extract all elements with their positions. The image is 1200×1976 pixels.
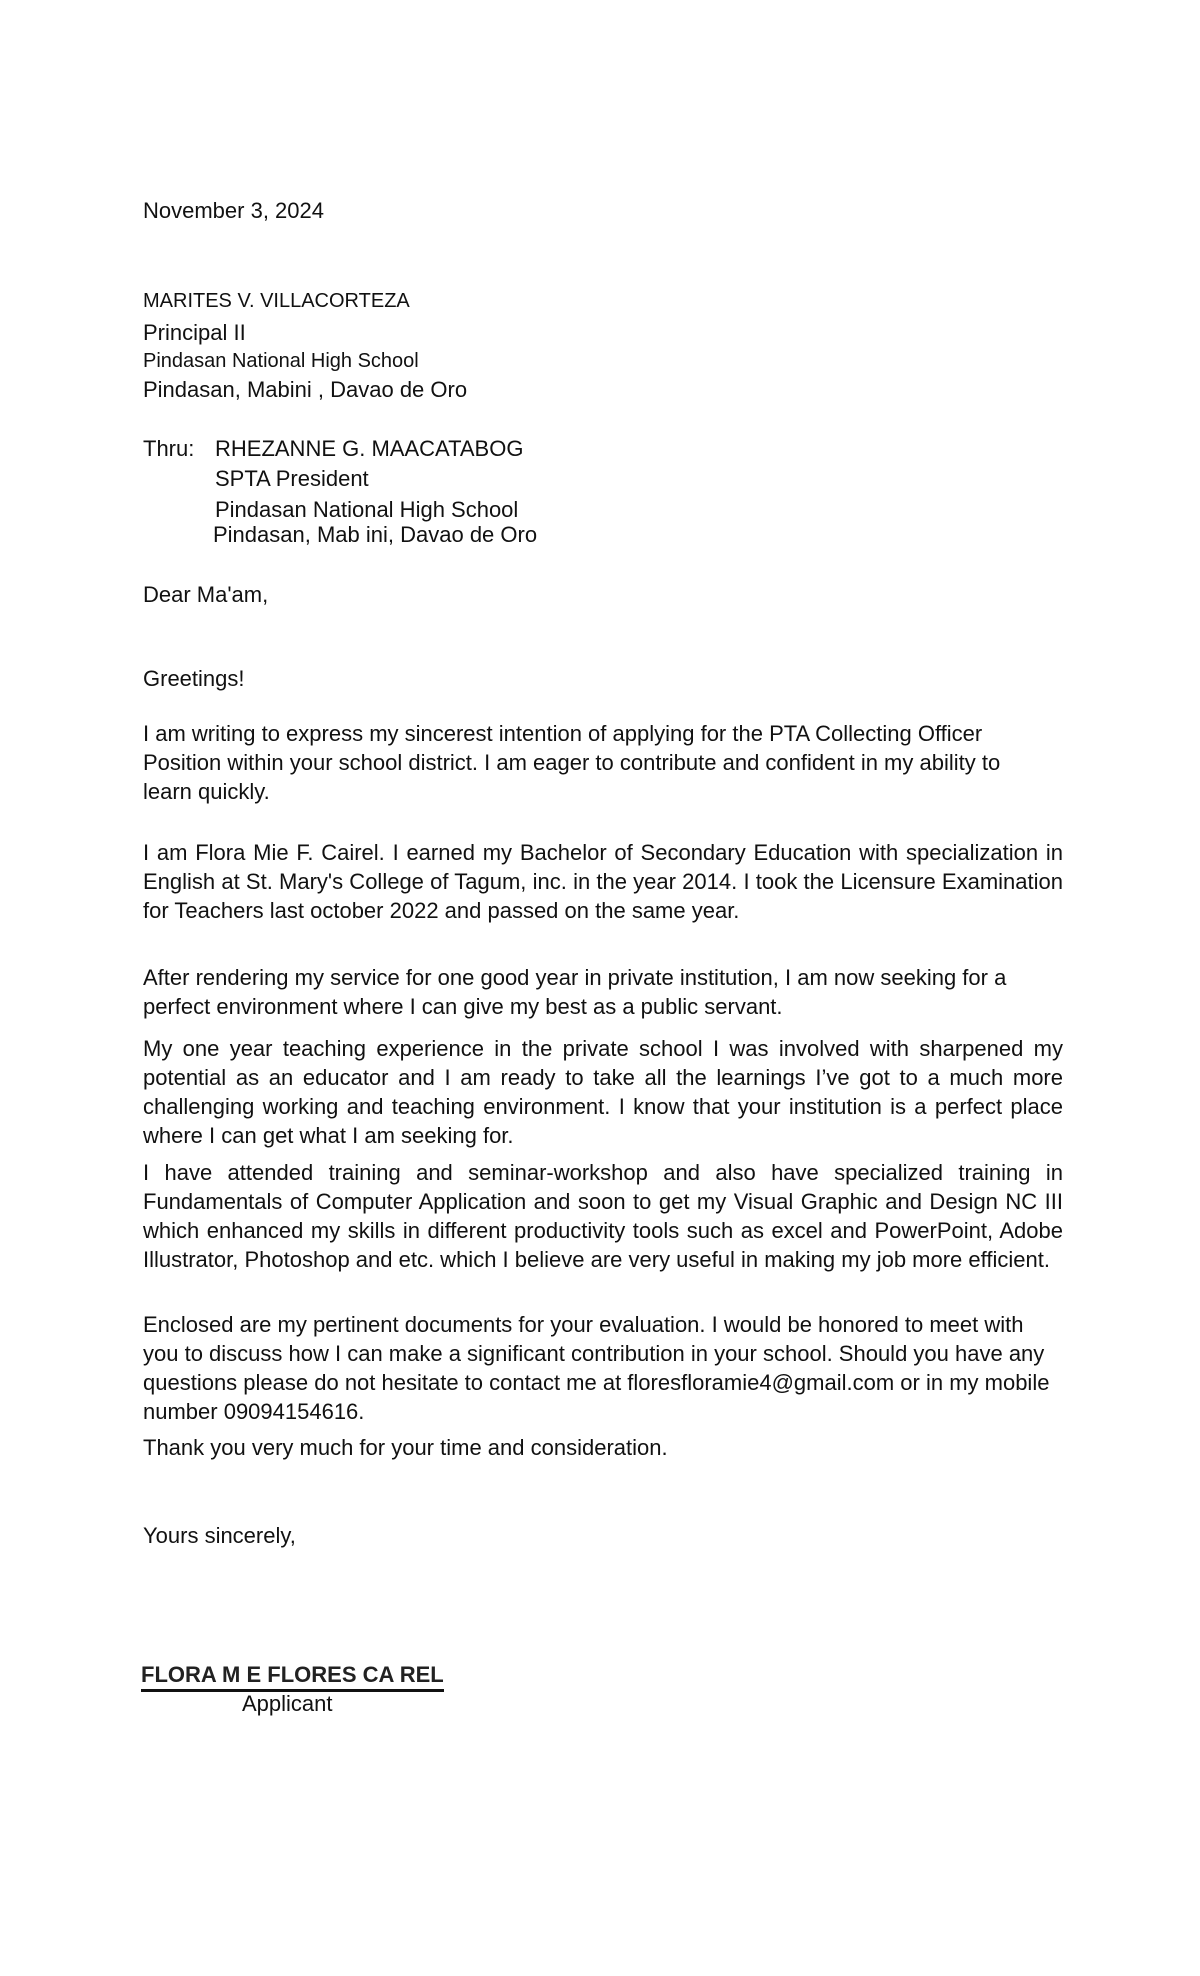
greeting: Greetings! — [143, 666, 245, 691]
recipient-school: Pindasan National High School — [143, 350, 419, 372]
recipient-name: MARITES V. VILLACORTEZA — [143, 290, 410, 312]
recipient-title: Principal II — [143, 320, 246, 345]
paragraph-thanks: Thank you very much for your time and consideration. — [143, 1435, 668, 1460]
recipient-address: Pindasan, Mabini , Davao de Oro — [143, 377, 468, 402]
paragraph-training: I have attended training and seminar-workshop and also have specialized training in Fundamentals of Computer Application and soon to get my Visual Graphic and Design NC III which enhanced my skills in different productivity tools such as excel and PowerPoint, Adobe Illustrator, Photoshop and etc. which I believe are very useful in making my job more efficient. — [143, 1160, 1063, 1272]
paragraph-intent: I am writing to express my sincerest intention of applying for the PTA Collecting Officer Position within your school district. I am eager to contribute and confident in my ability to learn quickly. — [143, 721, 1001, 804]
paragraph-experience: My one year teaching experience in the private school I was involved with sharpened my potential as an educator and I am ready to take all the learnings I’ve got to a much more challenging working and teaching environment. I know that your institution is a perfect place where I can get what I am seeking for. — [143, 1036, 1063, 1148]
thru-address: Pindasan, Mab ini, Davao de Oro — [213, 522, 538, 547]
letter-date: November 3, 2024 — [143, 198, 324, 223]
thru-name: RHEZANNE G. MAACATABOG — [215, 436, 524, 461]
closing: Yours sincerely, — [143, 1523, 296, 1548]
paragraph-enclosed: Enclosed are my pertinent documents for your evaluation. I would be honored to meet with you to discuss how I can make a significant contribution in your school. Should you have any questions please do not hesitate to contact me at floresfloramie4@gmail.com or in my mobile number 09094154616. — [143, 1312, 1050, 1424]
paragraph-service: After rendering my service for one good year in private institution, I am now seeking for a perfect environment where I can give my best as a public servant. — [143, 965, 1007, 1019]
thru-title: SPTA President — [215, 466, 369, 491]
thru-school: Pindasan National High School — [215, 497, 519, 522]
signature-title: Applicant — [242, 1691, 333, 1716]
salutation: Dear Ma'am, — [143, 582, 269, 607]
paragraph-background: I am Flora Mie F. Cairel. I earned my Bachelor of Secondary Education with specialization in English at St. Mary's College of Tagum, inc. in the year 2014. I took the Licensure Examination for Teachers last october 2022 and passed on the same year. — [143, 840, 1063, 923]
signature-name: FLORA M E FLORES CA REL — [141, 1660, 444, 1692]
thru-label: Thru: — [143, 436, 195, 461]
